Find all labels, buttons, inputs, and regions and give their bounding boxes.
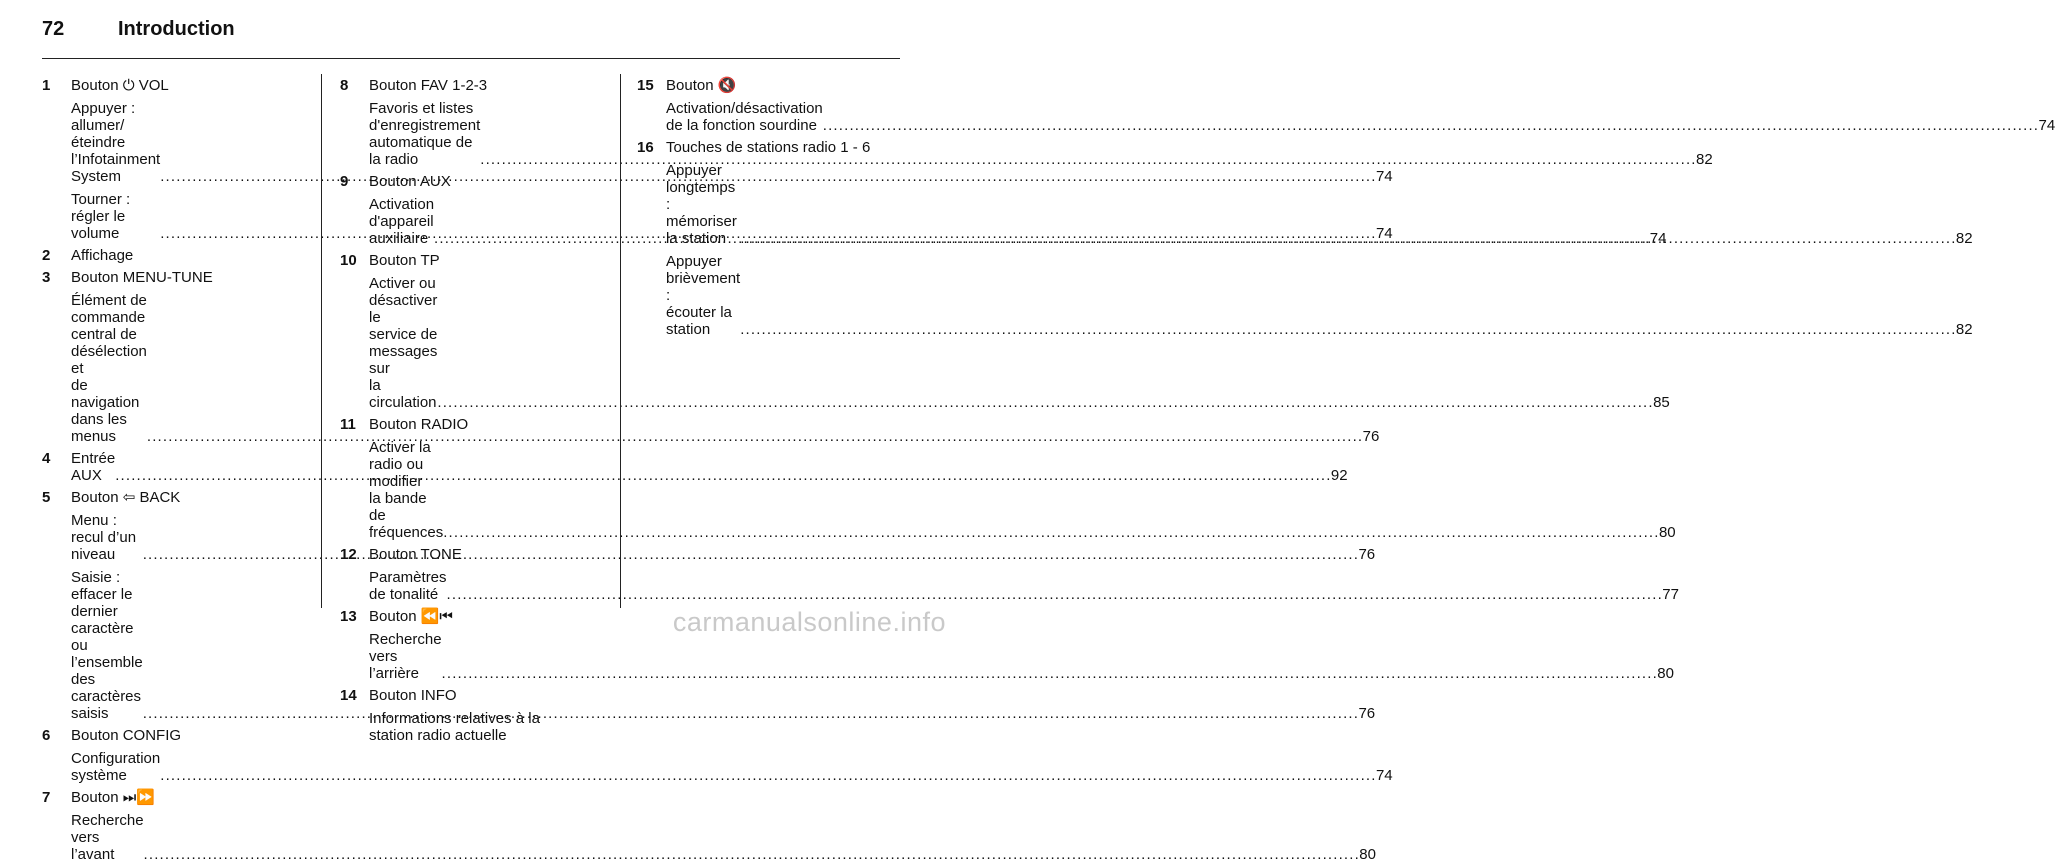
entry-body	[71, 727, 1393, 784]
column-3	[637, 77, 2055, 343]
entry-number: 5	[42, 489, 51, 506]
description-text: Activer la radio ou modifier la bande de fréquences	[369, 439, 444, 541]
page-ref: 74	[1375, 767, 1393, 784]
legend-entry	[637, 77, 2055, 134]
entry-label-text: Entrée AUX	[71, 450, 116, 484]
leader-dots	[740, 230, 1954, 247]
description-text: Activer ou désactiver le service de messages sur la circulation	[369, 275, 438, 411]
description-text: Activation d'appareil auxiliaire	[369, 196, 435, 247]
legend-entry	[340, 687, 602, 744]
entry-label: Bouton INFO	[369, 687, 457, 704]
entry-body	[666, 77, 2055, 134]
entry-number: 16	[637, 139, 654, 156]
entry-label: Bouton 🔇	[666, 77, 737, 94]
entry-description	[369, 631, 1674, 682]
entry-number: 14	[340, 687, 357, 704]
page-ref: 80	[1657, 665, 1674, 682]
description-text: Recherche vers l’avant	[71, 812, 144, 863]
page-ref: 85	[1653, 394, 1670, 411]
description-text: Élément de commande central de désélection et de navigation dans les menus	[71, 292, 147, 445]
entry-number: 3	[42, 269, 51, 286]
leader-dots	[143, 705, 1357, 722]
page-ref: 74	[1649, 230, 1667, 247]
entry-number: 4	[42, 450, 51, 467]
leader-dots	[447, 586, 1661, 603]
page-ref: 80	[1658, 524, 1676, 541]
entry-label: Bouton TONE	[369, 546, 462, 563]
legend-entry	[42, 450, 1348, 484]
header-rule	[42, 58, 900, 59]
description-text: Appuyer longtemps : mémoriser la station	[666, 162, 737, 247]
column-divider	[620, 74, 621, 608]
entry-label: Bouton ⇦ BACK	[71, 489, 181, 506]
page-number: 72	[42, 18, 65, 40]
entry-description	[666, 253, 1973, 338]
leader-dots	[443, 524, 1657, 541]
entry-number: 7	[42, 789, 51, 806]
leader-dots	[823, 117, 2037, 134]
description-text: Menu : recul d’un niveau	[71, 512, 137, 563]
entry-label: Affichage	[71, 247, 134, 264]
entry-body	[71, 789, 1376, 863]
entry-description	[369, 439, 1676, 541]
entry-body	[369, 416, 1676, 541]
page-ref: 92	[1330, 467, 1348, 484]
legend-entry	[42, 789, 1376, 863]
page-ref: 80	[1359, 846, 1376, 863]
entry-label: Bouton CONFIG	[71, 727, 182, 744]
entry-description	[71, 812, 1376, 863]
entry-body	[369, 687, 602, 744]
legend-entry	[42, 247, 300, 264]
page-ref: 76	[1362, 428, 1380, 445]
entry-body	[666, 139, 1973, 338]
entry-number: 1	[42, 77, 51, 94]
entry-description	[71, 750, 1393, 784]
description-text: Paramètres de tonalité	[369, 569, 447, 603]
entry-label: Bouton ⏻ VOL	[71, 77, 169, 94]
page-title: Introduction	[118, 18, 235, 40]
description-text: Configuration système	[71, 750, 161, 784]
page-ref: 82	[1955, 321, 1973, 338]
description-text: Appuyer brièvement : écouter la station	[666, 253, 741, 338]
leader-dots	[442, 665, 1656, 682]
page-ref: 74	[2038, 117, 2055, 134]
entry-number: 12	[340, 546, 357, 563]
entry-label: Bouton RADIO	[369, 416, 469, 433]
entry-body	[71, 247, 300, 264]
column-divider	[321, 74, 322, 608]
entry-label: Touches de stations radio 1 - 6	[666, 139, 871, 156]
entry-description	[666, 162, 1973, 247]
entry-number: 13	[340, 608, 357, 625]
entry-label: Bouton ⏭⏩	[71, 789, 155, 806]
leader-dots	[144, 846, 1358, 863]
leader-dots	[160, 767, 1374, 784]
entry-number: 2	[42, 247, 51, 264]
entry-number: 11	[340, 416, 356, 433]
page-ref: 82	[1695, 151, 1713, 168]
description-text: Favoris et listes d'enregistrement automatique de la radio	[369, 100, 481, 168]
entry-label: Bouton FAV 1-2-3	[369, 77, 488, 94]
page-ref: 82	[1955, 230, 1973, 247]
entry-number: 9	[340, 173, 349, 190]
description-text: Tourner : régler le volume	[71, 191, 131, 242]
description-text: Activation/désactivation de la fonction sourdine	[666, 100, 823, 134]
entry-description	[369, 569, 1679, 603]
description-text: Recherche vers l’arrière	[369, 631, 442, 682]
description-text: Saisie : effacer le dernier caractère ou l’ensemble des caractères saisis	[71, 569, 143, 722]
entry-number: 15	[637, 77, 654, 94]
entry-number: 6	[42, 727, 51, 744]
entry-label: Bouton AUX	[369, 173, 451, 190]
entry-body	[369, 608, 1674, 682]
entry-label: Bouton MENU-TUNE	[71, 269, 213, 286]
page-ref: 76	[1358, 705, 1376, 722]
entry-number: 8	[340, 77, 349, 94]
entry-body	[369, 546, 1679, 603]
page-ref: 77	[1662, 586, 1679, 603]
page-ref: 76	[1358, 546, 1376, 563]
page-header	[42, 18, 235, 48]
watermark: carmanualsonline.info	[672, 607, 946, 637]
leader-dots	[740, 321, 1954, 338]
description-text: Appuyer : allumer/éteindre l’Infotainment System	[71, 100, 161, 185]
entry-label: Bouton TP	[369, 252, 440, 269]
entry-description	[666, 100, 2055, 134]
entry-description: Informations relatives à la station radio actuelle	[369, 710, 540, 744]
page-ref: 74	[1375, 168, 1393, 185]
entry-number: 10	[340, 252, 357, 269]
entry-label: Bouton ⏪⏮	[369, 608, 453, 625]
page-ref: 74	[1375, 225, 1393, 242]
